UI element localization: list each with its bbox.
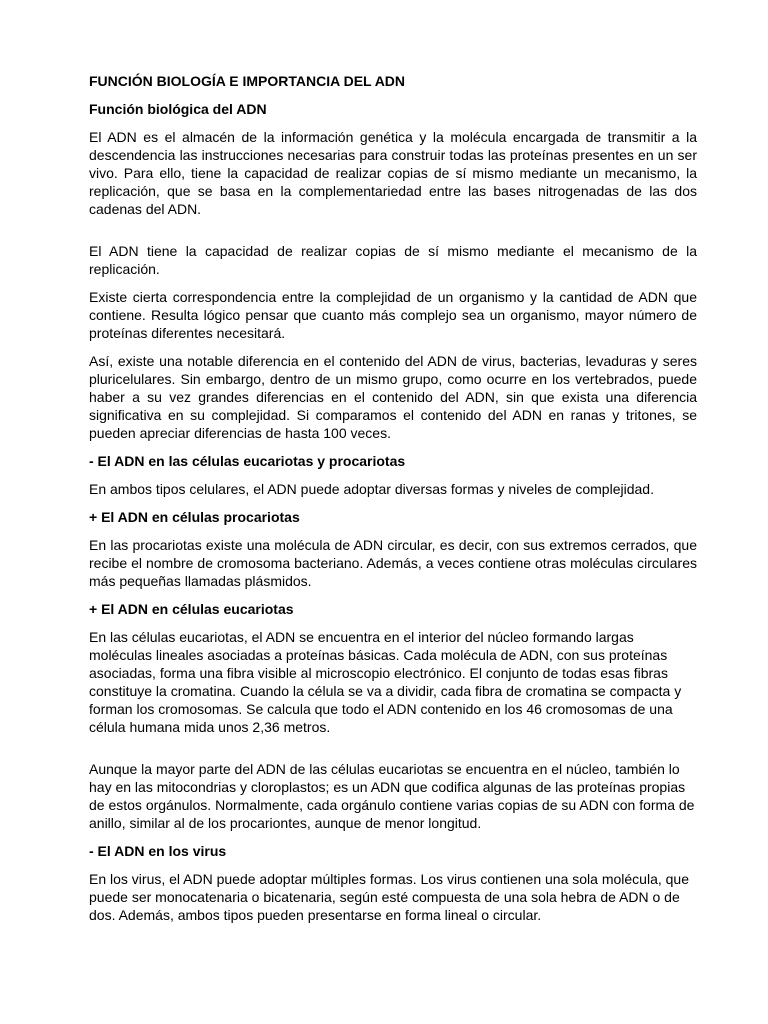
- section-heading: + El ADN en células eucariotas: [89, 601, 294, 617]
- section-heading: - El ADN en los virus: [89, 843, 227, 859]
- document-title: FUNCIÓN BIOLOGÍA E IMPORTANCIA DEL ADN: [89, 73, 406, 89]
- paragraph-spacer: [89, 228, 697, 242]
- section-heading: - El ADN en las células eucariotas y procariotas: [89, 453, 406, 469]
- paragraph: Así, existe una notable diferencia en el contenido del ADN de virus, bacterias, levaduras y seres pluricelulares. Sin embargo, dentro de un mismo grupo, como ocurre en los vertebrados, puede haber a su vez grandes diferencias en el contenido del ADN, sin que exista una diferencia significativa en su complejidad. Si comparamos el contenido del ADN en ranas y tritones, se pueden apreciar diferencias de hasta 100 veces.: [89, 353, 697, 441]
- paragraph: El ADN es el almacén de la información genética y la molécula encargada de transmitir a la descendencia las instrucciones necesarias para construir todas las proteínas presentes en un ser vivo. Para ello, tiene la capacidad de realizar copias de sí mismo mediante un mecanismo, la replicación, que se basa en la complementariedad entre las bases nitrogenadas de las dos cadenas del ADN.: [89, 129, 697, 217]
- document-body: [89, 100, 697, 924]
- section-heading: Función biológica del ADN: [89, 101, 267, 117]
- paragraph: Aunque la mayor parte del ADN de las células eucariotas se encuentra en el núcleo, también lo hay en las mitocondrias y cloroplastos; es un ADN que codifica algunas de las proteínas propias de estos orgánulos. Normalmente, cada orgánulo contiene varias copias de su ADN con forma de anillo, similar al de los procariontes, aunque de menor longitud.: [89, 761, 695, 831]
- paragraph: En las procariotas existe una molécula de ADN circular, es decir, con sus extremos cerrados, que recibe el nombre de cromosoma bacteriano. Además, a veces contiene otras moléculas circulares más pequeñas llamadas plásmidos.: [89, 537, 697, 589]
- paragraph: En ambos tipos celulares, el ADN puede adoptar diversas formas y niveles de complejidad.: [89, 481, 654, 497]
- paragraph: En los virus, el ADN puede adoptar múltiples formas. Los virus contienen una sola molécula, que puede ser monocatenaria o bicatenaria, según esté compuesta de una sola hebra de ADN o de dos. Además, ambos tipos pueden presentarse en forma lineal o circular.: [89, 871, 689, 923]
- section-heading: + El ADN en células procariotas: [89, 509, 300, 525]
- document-page: [89, 72, 697, 934]
- paragraph: En las células eucariotas, el ADN se encuentra en el interior del núcleo formando largas moléculas lineales asociadas a proteínas básicas. Cada molécula de ADN, con sus proteínas asociadas, forma una fibra visible al microscopio electrónico. El conjunto de todas esas fibras constituye la cromatina. Cuando la célula se va a dividir, cada fibra de cromatina se compacta y forman los cromosomas. Se calcula que todo el ADN contenido en los 46 cromosomas de una célula humana mida unos 2,36 metros.: [89, 629, 682, 735]
- paragraph: El ADN tiene la capacidad de realizar copias de sí mismo mediante el mecanismo de la replicación.: [89, 243, 697, 277]
- paragraph: Existe cierta correspondencia entre la complejidad de un organismo y la cantidad de ADN que contiene. Resulta lógico pensar que cuanto más complejo sea un organismo, mayor número de proteínas diferentes necesitará.: [89, 289, 697, 341]
- paragraph-spacer: [89, 746, 697, 760]
